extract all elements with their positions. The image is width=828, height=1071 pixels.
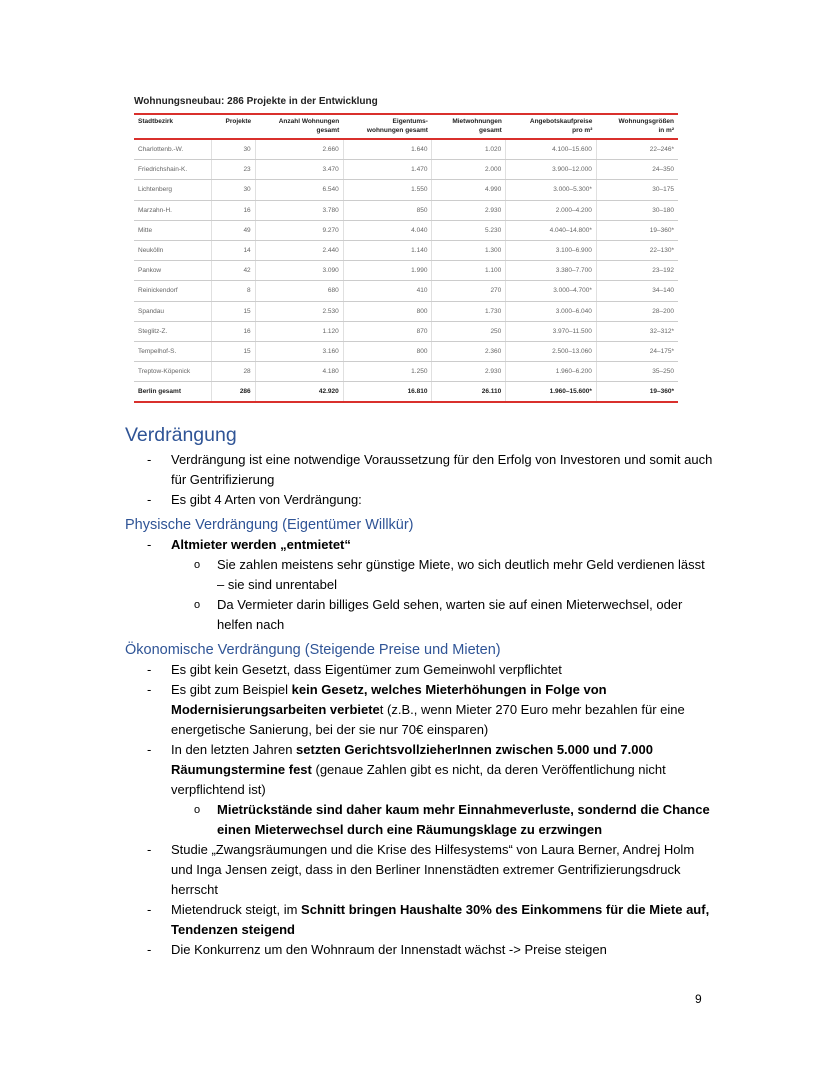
header-text: Anzahl Wohnungen (278, 118, 340, 125)
header-text: gesamt (316, 127, 340, 134)
table-cell: 4.180 (255, 362, 343, 382)
text-span: Es gibt zum Beispiel (171, 682, 292, 697)
table-cell: 35–250 (596, 362, 678, 382)
table-cell: 870 (343, 321, 432, 341)
header-text: Mietwohnungen (452, 118, 502, 125)
table-total-row (134, 382, 678, 403)
table-cell: 16 (212, 200, 255, 220)
table-cell: Mitte (134, 220, 212, 240)
table-cell: Tempelhof-S. (134, 341, 212, 361)
table-row (134, 200, 678, 220)
table-cell: 1.640 (343, 139, 432, 160)
table-cell: 3.100–6.900 (506, 240, 597, 260)
table-cell: 23 (212, 160, 255, 180)
table-cell: 1.470 (343, 160, 432, 180)
table-row (134, 362, 678, 382)
table-cell: 1.990 (343, 261, 432, 281)
table-cell: 800 (343, 301, 432, 321)
table-cell: 1.120 (255, 321, 343, 341)
table-row (134, 180, 678, 200)
list-item: - Es gibt 4 Arten von Verdrängung: (125, 490, 715, 510)
physical-sublist (125, 555, 715, 635)
sub-list-item: o Da Vermieter darin billiges Geld sehen, warten sie auf einen Mieterwechsel, oder helfen nach (125, 595, 715, 635)
table-cell: 250 (432, 321, 506, 341)
list-item: - Die Konkurrenz um den Wohnraum der Innenstadt wächst -> Preise steigen (125, 940, 715, 960)
table-cell: 1.020 (432, 139, 506, 160)
table-row (134, 281, 678, 301)
heading-oekonomische-verdraengung: Ökonomische Verdrängung (Steigende Preise und Mieten) (125, 642, 501, 658)
table-cell: 30 (212, 139, 255, 160)
table-cell: Spandau (134, 301, 212, 321)
table-cell: 42 (212, 261, 255, 281)
table-cell: 9.270 (255, 220, 343, 240)
table-cell: 1.100 (432, 261, 506, 281)
economic-sublist (125, 800, 715, 840)
list-item: - Es gibt kein Gesetzt, dass Eigentümer zum Gemeinwohl verpflichtet (125, 660, 715, 680)
table-cell: 4.040 (343, 220, 432, 240)
table-cell: 1.140 (343, 240, 432, 260)
header-text: Wohnungsgrößen (618, 118, 674, 125)
table-cell: 26.110 (432, 382, 506, 403)
bold-text: kein Gesetz, welches Mieterhöhungen in Folge von Modernisierungsarbeiten verbiete (171, 682, 607, 717)
text-span: Mietendruck steigt, im (171, 902, 302, 917)
table-cell: 5.230 (432, 220, 506, 240)
table-cell: 34–140 (596, 281, 678, 301)
table-row (134, 321, 678, 341)
physical-list (125, 535, 715, 635)
page-number: 9 (695, 992, 702, 1006)
table-cell: 1.960–6.200 (506, 362, 597, 382)
table-cell: 1.960–15.600* (506, 382, 597, 403)
table-cell: Treptow-Köpenick (134, 362, 212, 382)
table-cell: 3.000–6.040 (506, 301, 597, 321)
bold-text: setzten GerichtsvollzieherInnen zwischen 5.000 und 7.000 Räumungstermine fest (171, 742, 653, 777)
bold-text: Altmieter werden „entmietet“ (171, 537, 351, 552)
table-header-cell (343, 114, 432, 139)
table-cell: 2.000–4.200 (506, 200, 597, 220)
table-header-cell (212, 114, 255, 139)
header-text: Angebotskaufpreise (529, 118, 593, 125)
table-cell: 15 (212, 301, 255, 321)
table-cell: Lichtenberg (134, 180, 212, 200)
table-cell: 3.380–7.700 (506, 261, 597, 281)
table-cell: 1.300 (432, 240, 506, 260)
bold-text: Mietrückstände sind daher kaum mehr Einnahmeverluste, sondernd die Chance einen Mieterwechsel durch eine Räumungsklage zu erzwingen (217, 802, 710, 837)
table-cell: Friedrichshain-K. (134, 160, 212, 180)
table-row (134, 261, 678, 281)
table-header-cell (432, 114, 506, 139)
table-cell: 2.500–13.060 (506, 341, 597, 361)
housing-table-figure (134, 96, 678, 403)
table-cell: 30–175 (596, 180, 678, 200)
table-cell: 3.000–4.700* (506, 281, 597, 301)
table-cell: 270 (432, 281, 506, 301)
table-header-cell (134, 114, 212, 139)
header-text: Projekte (225, 118, 252, 125)
table-title: Wohnungsneubau: 286 Projekte in der Entwicklung (134, 96, 378, 107)
bold-text: Schnitt bringen Haushalte 30% des Einkommens für die Miete auf, Tendenzen steigend (171, 902, 710, 937)
sub-list-item: o Sie zahlen meistens sehr günstige Miete, wo sich deutlich mehr Geld verdienen lässt – sie sind unrentabel (125, 555, 715, 595)
header-text: in m² (658, 127, 674, 134)
table-cell: 410 (343, 281, 432, 301)
text-span: In den letzten Jahren (171, 742, 297, 757)
table-cell: 15 (212, 341, 255, 361)
header-text: Stadtbezirk (138, 118, 174, 125)
table-cell: 2.360 (432, 341, 506, 361)
table-cell: 23–192 (596, 261, 678, 281)
table-cell: 22–246* (596, 139, 678, 160)
table-cell: 49 (212, 220, 255, 240)
economic-list (125, 660, 715, 960)
table-cell: 3.900–12.000 (506, 160, 597, 180)
list-item (125, 900, 715, 940)
table-cell: 1.550 (343, 180, 432, 200)
text-span: (genaue Zahlen gibt es nicht, da deren Veröffentlichung nicht verpflichtend ist) (171, 762, 666, 797)
table-header-cell (506, 114, 597, 139)
table-row (134, 160, 678, 180)
list-item (125, 680, 715, 740)
table-cell: 28–200 (596, 301, 678, 321)
table-cell: Berlin gesamt (134, 382, 212, 403)
table-cell: 680 (255, 281, 343, 301)
list-item: - Verdrängung ist eine notwendige Voraussetzung für den Erfolg von Investoren und somit auch für Gentrifizierung (125, 450, 715, 490)
table-cell: 6.540 (255, 180, 343, 200)
header-text: Eigentums- (392, 118, 428, 125)
table-cell: 30 (212, 180, 255, 200)
text-span: t (z.B., wenn Mieter 270 Euro mehr bezahlen für eine energetische Sanierung, bei der sie nur 70€ einsparen) (171, 702, 685, 737)
table-header-cell (596, 114, 678, 139)
list-item (125, 535, 715, 635)
table-cell: 850 (343, 200, 432, 220)
table-cell: 2.930 (432, 200, 506, 220)
table-row (134, 341, 678, 361)
table-cell: 4.100–15.600 (506, 139, 597, 160)
table-cell: Charlottenb.-W. (134, 139, 212, 160)
table-cell: 3.970–11.500 (506, 321, 597, 341)
header-text: gesamt (479, 127, 502, 134)
table-cell: Marzahn-H. (134, 200, 212, 220)
table-cell: 19–360* (596, 220, 678, 240)
table-cell: Neukölln (134, 240, 212, 260)
table-body (134, 139, 678, 402)
table-header-cell (255, 114, 343, 139)
table-cell: 3.780 (255, 200, 343, 220)
table-cell: 2.530 (255, 301, 343, 321)
table-cell: 286 (212, 382, 255, 403)
table-cell: Reinickendorf (134, 281, 212, 301)
table-cell: 2.930 (432, 362, 506, 382)
table-cell: 14 (212, 240, 255, 260)
table-cell: 3.470 (255, 160, 343, 180)
table-cell: 3.160 (255, 341, 343, 361)
table-cell: 1.250 (343, 362, 432, 382)
table-cell: 2.000 (432, 160, 506, 180)
table-cell: Steglitz-Z. (134, 321, 212, 341)
document-body (125, 418, 715, 960)
intro-list (125, 450, 715, 510)
table-cell: 32–312* (596, 321, 678, 341)
table-header-row (134, 114, 678, 139)
table-cell: 3.090 (255, 261, 343, 281)
table-row (134, 220, 678, 240)
table-cell: 2.440 (255, 240, 343, 260)
table-cell: 16.810 (343, 382, 432, 403)
table-cell: 16 (212, 321, 255, 341)
table-cell: 4.990 (432, 180, 506, 200)
table-cell: 1.730 (432, 301, 506, 321)
table-row (134, 240, 678, 260)
table-cell: 30–180 (596, 200, 678, 220)
table-cell: Pankow (134, 261, 212, 281)
table-cell: 28 (212, 362, 255, 382)
header-text: wohnungen gesamt (366, 127, 428, 134)
table-cell: 24–175* (596, 341, 678, 361)
table-cell: 2.660 (255, 139, 343, 160)
table-cell: 42.920 (255, 382, 343, 403)
table-cell: 24–350 (596, 160, 678, 180)
housing-table (134, 113, 678, 403)
header-text: pro m² (572, 127, 593, 134)
table-cell: 4.040–14.800* (506, 220, 597, 240)
heading-verdraengung: Verdrängung (125, 424, 237, 446)
heading-physische-verdraengung: Physische Verdrängung (Eigentümer Willkür) (125, 517, 414, 533)
table-row (134, 139, 678, 160)
table-cell: 3.000–5.300* (506, 180, 597, 200)
table-row (134, 301, 678, 321)
list-item: - Studie „Zwangsräumungen und die Krise des Hilfesystems“ von Laura Berner, Andrej Holm und Inga Jensen zeigt, dass in den Berliner Innenstädten extremer Gentrifizierungsdruck herrscht (125, 840, 715, 900)
table-cell: 8 (212, 281, 255, 301)
sub-list-item (125, 800, 715, 840)
table-cell: 22–130* (596, 240, 678, 260)
table-cell: 800 (343, 341, 432, 361)
table-cell: 19–360* (596, 382, 678, 403)
list-item (125, 740, 715, 840)
